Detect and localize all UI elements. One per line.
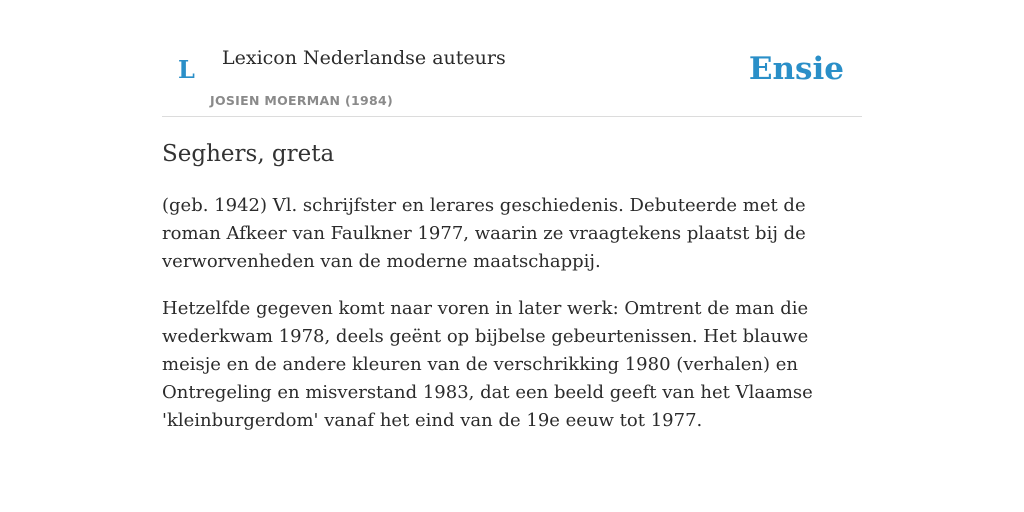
brand-logo[interactable]: Ensie <box>748 51 844 87</box>
source-logo[interactable]: L <box>178 55 195 84</box>
source-header <box>162 0 862 117</box>
entry-paragraph-1: (geb. 1942) Vl. schrijfster en lerares geschiedenis. Debuteerde met de roman Afkeer van Faulkner 1977, waarin ze vraagtekens plaatst bij de verworvenheden van de moderne maatschappij. <box>162 195 806 272</box>
author-byline: JOSIEN MOERMAN (1984) <box>210 93 393 108</box>
entry-title: Seghers, greta <box>162 141 335 167</box>
source-title-link[interactable]: Lexicon Nederlandse auteurs <box>222 47 506 69</box>
entry-paragraph-2: Hetzelfde gegeven komt naar voren in later werk: Omtrent de man die wederkwam 1978, deels geënt op bijbelse gebeurtenissen. Het blauwe meisje en de andere kleuren van de verschrikking 1980 (verhalen) en Ontregeling en misverstand 1983, dat een beeld geeft van het Vlaamse 'kleinburgerdom' vanaf het eind van de 19e eeuw tot 1977. <box>162 298 813 431</box>
